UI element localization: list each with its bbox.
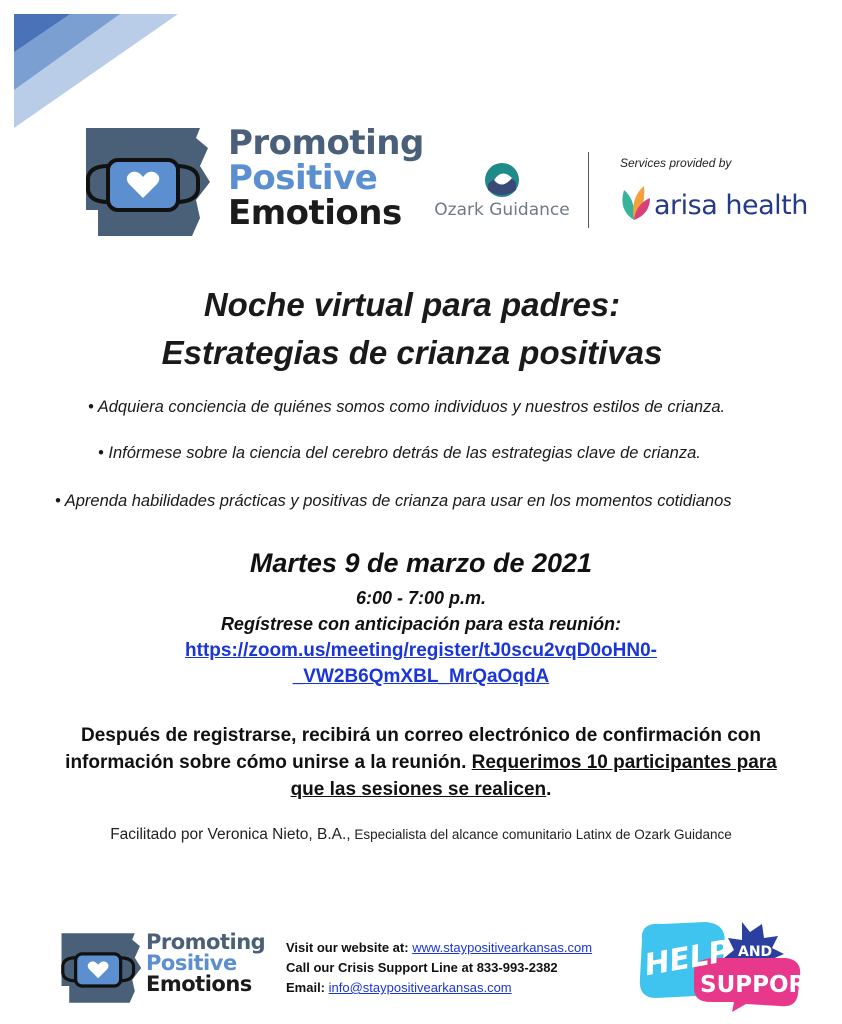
facilitator-name: Facilitado por Veronica Nieto, B.A., — [110, 826, 351, 843]
arisa-leaf-icon — [616, 182, 652, 222]
support-word: SUPPORT — [700, 972, 821, 998]
and-word: AND — [738, 944, 773, 960]
arisa-health-logo — [610, 152, 810, 232]
registration-link-line-2[interactable]: _VW2B6QmXBL_MrQaOqdA — [292, 666, 550, 687]
logo-line-promoting: Promoting — [228, 123, 424, 163]
help-word: HELP — [641, 933, 734, 984]
facilitator-credit — [0, 826, 842, 844]
ozark-guidance-logo — [432, 158, 572, 228]
event-time: 6:00 - 7:00 p.m. — [355, 588, 487, 608]
participants-requirement: Requerimos 10 participantes para — [471, 752, 777, 773]
arisa-tagline: Services provided by — [620, 156, 732, 170]
confirmation-line-2: información sobre cómo unirse a la reunión. — [65, 752, 472, 773]
help-and-support-badge — [636, 918, 821, 1012]
ozark-circle-icon — [482, 160, 522, 200]
title-line-2: Estrategias de crianza positivas — [161, 334, 663, 371]
footer-logo-line-positive: Positive — [146, 951, 237, 975]
website-label: Visit our website at: — [286, 940, 413, 955]
arkansas-mask-icon — [84, 126, 214, 238]
website-link[interactable]: www.staypositivearkansas.com — [412, 940, 593, 955]
confirmation-paragraph — [40, 722, 802, 803]
crisis-line: Call our Crisis Support Line at 833-993-2382 — [286, 960, 558, 975]
participants-requirement-end: que las sesiones se realicen — [290, 779, 547, 800]
arisa-health-name: arisa health — [654, 190, 808, 221]
confirmation-line-1: Después de registrarse, recibirá un correo electrónico de confirmación con — [80, 725, 761, 746]
footer-logo-line-promoting: Promoting — [146, 930, 266, 954]
bullet-item-3: • Aprenda habilidades prácticas y positivas de crianza para usar en los momentos cotidianos — [55, 492, 732, 510]
header-divider — [588, 152, 589, 228]
footer-logo — [60, 932, 270, 1004]
footer-contact — [286, 938, 592, 998]
email-link[interactable]: info@staypositivearkansas.com — [328, 980, 512, 995]
logo-line-positive: Positive — [228, 158, 378, 198]
email-label: Email: — [286, 980, 329, 995]
title-line-1: Noche virtual para padres: — [203, 286, 621, 323]
ozark-guidance-name: Ozark Guidance — [434, 200, 570, 220]
footer-arkansas-mask-icon — [60, 932, 144, 1004]
promoting-positive-emotions-logo — [84, 123, 424, 238]
corner-decoration — [0, 0, 180, 130]
event-date: Martes 9 de marzo de 2021 — [249, 548, 593, 578]
confirmation-period: . — [546, 779, 552, 800]
facilitator-role: Especialista del alcance comunitario Latinx de Ozark Guidance — [350, 827, 732, 842]
bullet-item-2: • Infórmese sobre la ciencia del cerebro detrás de las estrategias clave de crianza. — [98, 444, 701, 462]
logo-line-emotions: Emotions — [228, 193, 402, 233]
registration-link-line-1[interactable]: https://zoom.us/meeting/register/tJ0scu2vqD0oHN0- — [185, 640, 657, 661]
register-prompt: Regístrese con anticipación para esta reunión: — [220, 614, 622, 634]
bullet-item-1: • Adquiera conciencia de quiénes somos como individuos y nuestros estilos de crianza. — [88, 398, 726, 416]
footer-logo-line-emotions: Emotions — [146, 972, 252, 996]
